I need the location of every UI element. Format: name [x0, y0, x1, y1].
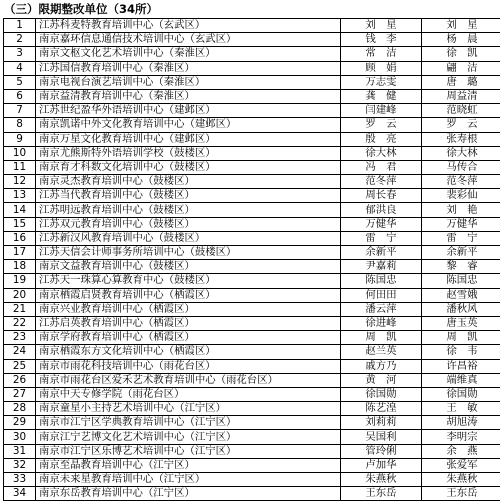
row-number: 8	[4, 118, 36, 132]
institution-name: 南京未来星教育培训中心（江宁区）	[36, 473, 341, 487]
table-row	[4, 402, 500, 416]
row-number: 34	[4, 487, 36, 501]
table-row	[4, 288, 500, 302]
table-row	[4, 345, 500, 359]
principal: 陈国忠	[422, 274, 500, 288]
principal: 张爱军	[422, 458, 500, 472]
table-row	[4, 118, 500, 132]
row-number: 28	[4, 402, 36, 416]
row-number: 26	[4, 373, 36, 387]
legal-representative: 范冬萍	[341, 175, 422, 189]
institution-name: 南京市雨花台区爱禾艺术教育培训中心（雨花台区）	[36, 373, 341, 387]
table-row	[4, 203, 500, 217]
legal-representative: 潘云萍	[341, 302, 422, 316]
row-number: 33	[4, 473, 36, 487]
principal: 周 凯	[422, 331, 500, 345]
row-number: 11	[4, 160, 36, 174]
legal-representative: 刘莉莉	[341, 416, 422, 430]
principal: 徐国勋	[422, 387, 500, 401]
row-number: 19	[4, 274, 36, 288]
row-number: 32	[4, 458, 36, 472]
legal-representative: 罗 云	[341, 118, 422, 132]
row-number: 24	[4, 345, 36, 359]
legal-representative: 顾 娟	[341, 61, 422, 75]
legal-representative: 郁洪良	[341, 203, 422, 217]
legal-representative: 万健华	[341, 217, 422, 231]
institution-name: 南京育才科数文化培训中心（鼓楼区）	[36, 160, 341, 174]
rectification-table	[3, 18, 500, 501]
row-number: 27	[4, 387, 36, 401]
legal-representative: 雷 宁	[341, 231, 422, 245]
institution-name: 南京中天专修学院（雨花台区）	[36, 387, 341, 401]
principal: 徐 韦	[422, 345, 500, 359]
legal-representative: 余新平	[341, 246, 422, 260]
institution-name: 江苏双元教育培训中心（鼓楼区）	[36, 217, 341, 231]
table-row	[4, 104, 500, 118]
principal: 裴彩仙	[422, 189, 500, 203]
table-body	[4, 19, 500, 501]
institution-name: 江苏科麦特教育培训中心（玄武区）	[36, 19, 341, 33]
institution-name: 南京市江宁区乐博艺术培训中心（江宁区）	[36, 444, 341, 458]
principal: 王 敏	[422, 402, 500, 416]
institution-name: 江苏天一珠算心算教育中心（鼓楼区）	[36, 274, 341, 288]
institution-name: 南京市雨花科技培训中心（雨花台区）	[36, 359, 341, 373]
row-number: 16	[4, 231, 36, 245]
table-row	[4, 487, 500, 501]
row-number: 6	[4, 89, 36, 103]
principal: 杨 晨	[422, 33, 500, 47]
principal: 赵雪娥	[422, 288, 500, 302]
table-row	[4, 444, 500, 458]
legal-representative: 陈艺湟	[341, 402, 422, 416]
table-row	[4, 175, 500, 189]
legal-representative: 徐进峰	[341, 316, 422, 330]
row-number: 22	[4, 316, 36, 330]
table-row	[4, 373, 500, 387]
table-row	[4, 217, 500, 231]
row-number: 13	[4, 189, 36, 203]
legal-representative: 周 凯	[341, 331, 422, 345]
legal-representative: 周长春	[341, 189, 422, 203]
table-row	[4, 359, 500, 373]
row-number: 14	[4, 203, 36, 217]
principal: 唐 璐	[422, 75, 500, 89]
table-row	[4, 316, 500, 330]
table-row	[4, 146, 500, 160]
institution-name: 江苏新汉风教育培训中心（鼓楼区）	[36, 231, 341, 245]
institution-name: 南京童星小主持艺术培训中心（江宁区）	[36, 402, 341, 416]
legal-representative: 殷 亮	[341, 132, 422, 146]
table-row	[4, 19, 500, 33]
row-number: 21	[4, 302, 36, 316]
institution-name: 南京嘉环信息通信技术培训中心（玄武区）	[36, 33, 341, 47]
institution-name: 南京万星文化教育培训中心（建邺区）	[36, 132, 341, 146]
institution-name: 南京益清教育培训中心（秦淮区）	[36, 89, 341, 103]
table-row	[4, 33, 500, 47]
institution-name: 江苏天信会计师事务所培训中心（鼓楼区）	[36, 246, 341, 260]
legal-representative: 龚 健	[341, 89, 422, 103]
principal: 徐大林	[422, 146, 500, 160]
legal-representative: 赵兰英	[341, 345, 422, 359]
legal-representative: 朱燕秋	[341, 473, 422, 487]
table-row	[4, 430, 500, 444]
institution-name: 南京栖霞启贤教育培训中心（栖霞区）	[36, 288, 341, 302]
principal: 刘 星	[422, 19, 500, 33]
legal-representative: 卢加华	[341, 458, 422, 472]
row-number: 15	[4, 217, 36, 231]
principal: 罗 云	[422, 118, 500, 132]
principal: 朱燕秋	[422, 473, 500, 487]
institution-name: 南京东岳教育培训中心（江宁区）	[36, 487, 341, 501]
legal-representative: 尹嘉莉	[341, 260, 422, 274]
legal-representative: 陈国忠	[341, 274, 422, 288]
institution-name: 江苏世纪盈华外语培训中心（建邺区）	[36, 104, 341, 118]
table-row	[4, 189, 500, 203]
table-row	[4, 260, 500, 274]
row-number: 31	[4, 444, 36, 458]
principal: 端维真	[422, 373, 500, 387]
table-row	[4, 75, 500, 89]
institution-name: 南京文枢文化艺术培训中心（秦淮区）	[36, 47, 341, 61]
row-number: 25	[4, 359, 36, 373]
legal-representative: 徐大林	[341, 146, 422, 160]
row-number: 10	[4, 146, 36, 160]
table-row	[4, 331, 500, 345]
row-number: 1	[4, 19, 36, 33]
principal: 胡旭涛	[422, 416, 500, 430]
principal: 李明宗	[422, 430, 500, 444]
institution-name: 南京灵杰教育培训中心（鼓楼区）	[36, 175, 341, 189]
principal: 马传合	[422, 160, 500, 174]
principal: 刘 艳	[422, 203, 500, 217]
institution-name: 南京电视台演艺培训中心（秦淮区）	[36, 75, 341, 89]
principal: 许昌裕	[422, 359, 500, 373]
row-number: 9	[4, 132, 36, 146]
row-number: 4	[4, 61, 36, 75]
institution-name: 南京市江宁区学典教育培训中心（江宁区）	[36, 416, 341, 430]
principal: 余 燕	[422, 444, 500, 458]
row-number: 18	[4, 260, 36, 274]
principal: 范冬萍	[422, 175, 500, 189]
institution-name: 南京学府教育培训中心（栖霞区）	[36, 331, 341, 345]
row-number: 3	[4, 47, 36, 61]
legal-representative: 何田田	[341, 288, 422, 302]
table-row	[4, 458, 500, 472]
institution-name: 江苏国信教育培训中心（秦淮区）	[36, 61, 341, 75]
row-number: 29	[4, 416, 36, 430]
institution-name: 南京凯诺中外文化教育培训中心（建邺区）	[36, 118, 341, 132]
table-row	[4, 89, 500, 103]
principal: 唐玉英	[422, 316, 500, 330]
legal-representative: 万志雯	[341, 75, 422, 89]
legal-representative: 冯 君	[341, 160, 422, 174]
row-number: 30	[4, 430, 36, 444]
principal: 徐 凯	[422, 47, 500, 61]
principal: 雷 宁	[422, 231, 500, 245]
legal-representative: 徐国勋	[341, 387, 422, 401]
legal-representative: 钱 李	[341, 33, 422, 47]
row-number: 17	[4, 246, 36, 260]
table-row	[4, 61, 500, 75]
section-heading: （三）限期整改单位（34所）	[4, 2, 159, 16]
institution-name: 南京文益教育培训中心（鼓楼区）	[36, 260, 341, 274]
table-row	[4, 473, 500, 487]
legal-representative: 常 洁	[341, 47, 422, 61]
principal: 张寿根	[422, 132, 500, 146]
institution-name: 南京江宁艺博文化艺术培训中心（江宁区）	[36, 430, 341, 444]
table-row	[4, 387, 500, 401]
table-row	[4, 231, 500, 245]
principal: 范晓虹	[422, 104, 500, 118]
legal-representative: 管玲俐	[341, 444, 422, 458]
table-row	[4, 47, 500, 61]
principal: 余新平	[422, 246, 500, 260]
principal: 潘秋风	[422, 302, 500, 316]
principal: 周益清	[422, 89, 500, 103]
legal-representative: 吴国利	[341, 430, 422, 444]
institution-name: 江苏当代教育培训中心（鼓楼区）	[36, 189, 341, 203]
row-number: 5	[4, 75, 36, 89]
table-row	[4, 274, 500, 288]
row-number: 7	[4, 104, 36, 118]
institution-name: 南京至晶教育培训中心（江宁区）	[36, 458, 341, 472]
principal: 黎 睿	[422, 260, 500, 274]
row-number: 12	[4, 175, 36, 189]
legal-representative: 闫建峰	[341, 104, 422, 118]
row-number: 23	[4, 331, 36, 345]
legal-representative: 刘 星	[341, 19, 422, 33]
legal-representative: 戚方乃	[341, 359, 422, 373]
table-row	[4, 246, 500, 260]
table-row	[4, 302, 500, 316]
principal: 万健华	[422, 217, 500, 231]
institution-name: 南京栖霞东方文化培训中心（栖霞区）	[36, 345, 341, 359]
table-row	[4, 160, 500, 174]
legal-representative: 王东岳	[341, 487, 422, 501]
institution-name: 江苏启英教育培训中心（栖霞区）	[36, 316, 341, 330]
institution-name: 江苏明远教育培训中心（鼓楼区）	[36, 203, 341, 217]
table-row	[4, 416, 500, 430]
institution-name: 南京兴业教育培训中心（栖霞区）	[36, 302, 341, 316]
principal: 翩 洁	[422, 61, 500, 75]
row-number: 2	[4, 33, 36, 47]
principal: 王东岳	[422, 487, 500, 501]
table-row	[4, 132, 500, 146]
institution-name: 南京尤熊斯特外语培训学校（鼓楼区）	[36, 146, 341, 160]
row-number: 20	[4, 288, 36, 302]
legal-representative: 黄 河	[341, 373, 422, 387]
